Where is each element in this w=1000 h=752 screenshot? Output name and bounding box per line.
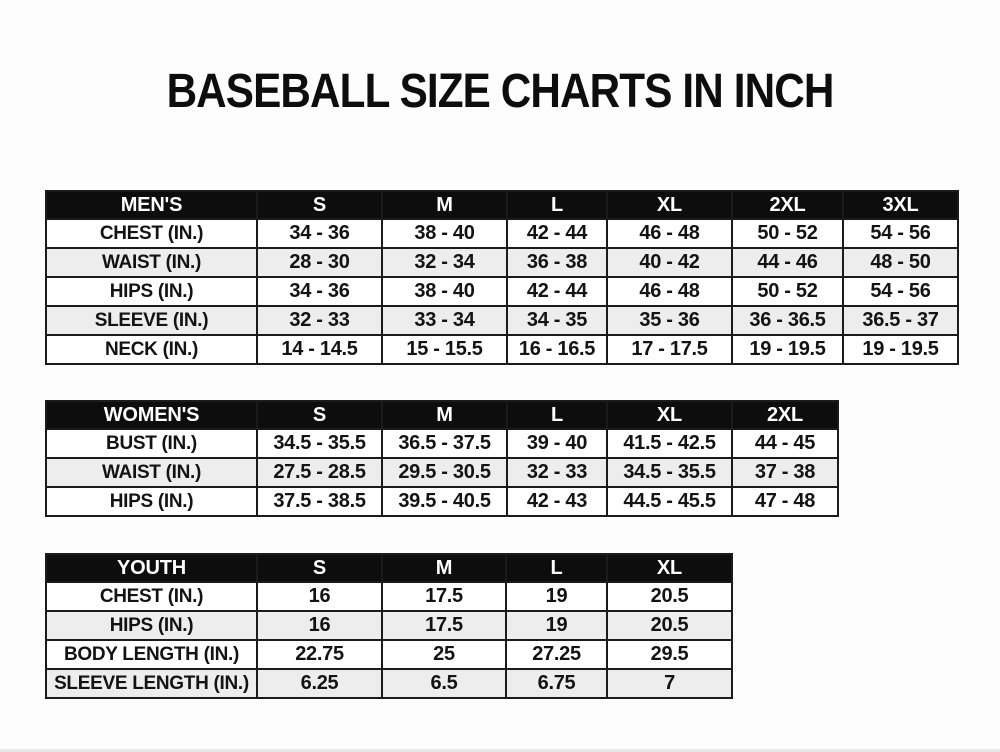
size-value-cell: 27.5 - 28.5 xyxy=(257,458,382,487)
size-value-cell: 36.5 - 37 xyxy=(843,306,958,335)
measurement-row-label: WAIST (IN.) xyxy=(46,248,257,277)
size-value-cell: 34.5 - 35.5 xyxy=(257,429,382,458)
size-column-header: 2XL xyxy=(732,401,838,429)
size-value-cell: 32 - 34 xyxy=(382,248,507,277)
size-value-cell: 7 xyxy=(607,669,732,698)
size-value-cell: 37 - 38 xyxy=(732,458,838,487)
header-row xyxy=(46,401,838,429)
size-value-cell: 29.5 - 30.5 xyxy=(382,458,507,487)
table-row xyxy=(46,429,838,458)
group-header-cell: YOUTH xyxy=(46,554,257,582)
size-column-header: M xyxy=(382,191,507,219)
table-row xyxy=(46,640,732,669)
page-title: BASEBALL SIZE CHARTS IN INCH xyxy=(166,65,834,118)
size-column-header: S xyxy=(257,191,382,219)
table-row xyxy=(46,487,838,516)
size-value-cell: 20.5 xyxy=(607,582,732,611)
size-value-cell: 25 xyxy=(382,640,506,669)
size-column-header: S xyxy=(257,554,382,582)
size-value-cell: 6.5 xyxy=(382,669,506,698)
size-value-cell: 22.75 xyxy=(257,640,382,669)
size-value-cell: 17.5 xyxy=(382,582,506,611)
size-value-cell: 46 - 48 xyxy=(607,277,732,306)
header-row xyxy=(46,191,958,219)
table-row xyxy=(46,219,958,248)
size-value-cell: 39 - 40 xyxy=(507,429,607,458)
measurement-row-label: NECK (IN.) xyxy=(46,335,257,364)
size-value-cell: 19 - 19.5 xyxy=(843,335,958,364)
measurement-row-label: CHEST (IN.) xyxy=(46,582,257,611)
womens-size-table xyxy=(45,400,839,517)
size-value-cell: 44.5 - 45.5 xyxy=(607,487,732,516)
size-value-cell: 48 - 50 xyxy=(843,248,958,277)
size-value-cell: 6.75 xyxy=(506,669,607,698)
measurement-row-label: WAIST (IN.) xyxy=(46,458,257,487)
size-value-cell: 40 - 42 xyxy=(607,248,732,277)
size-value-cell: 50 - 52 xyxy=(732,277,843,306)
size-value-cell: 39.5 - 40.5 xyxy=(382,487,507,516)
table-row xyxy=(46,611,732,640)
size-value-cell: 35 - 36 xyxy=(607,306,732,335)
size-value-cell: 34 - 36 xyxy=(257,219,382,248)
size-value-cell: 36.5 - 37.5 xyxy=(382,429,507,458)
size-value-cell: 29.5 xyxy=(607,640,732,669)
size-value-cell: 6.25 xyxy=(257,669,382,698)
size-column-header: L xyxy=(506,554,607,582)
size-column-header: M xyxy=(382,554,506,582)
size-value-cell: 19 xyxy=(506,582,607,611)
measurement-row-label: BODY LENGTH (IN.) xyxy=(46,640,257,669)
size-value-cell: 42 - 43 xyxy=(507,487,607,516)
table-row xyxy=(46,306,958,335)
size-value-cell: 47 - 48 xyxy=(732,487,838,516)
measurement-row-label: SLEEVE LENGTH (IN.) xyxy=(46,669,257,698)
size-value-cell: 38 - 40 xyxy=(382,277,507,306)
measurement-row-label: SLEEVE (IN.) xyxy=(46,306,257,335)
measurement-row-label: BUST (IN.) xyxy=(46,429,257,458)
measurement-row-label: CHEST (IN.) xyxy=(46,219,257,248)
header-row xyxy=(46,554,732,582)
size-value-cell: 32 - 33 xyxy=(507,458,607,487)
size-value-cell: 33 - 34 xyxy=(382,306,507,335)
size-value-cell: 34 - 36 xyxy=(257,277,382,306)
size-value-cell: 54 - 56 xyxy=(843,219,958,248)
size-value-cell: 34 - 35 xyxy=(507,306,607,335)
group-header-cell: MEN'S xyxy=(46,191,257,219)
size-value-cell: 46 - 48 xyxy=(607,219,732,248)
youth-size-table xyxy=(45,553,733,699)
size-value-cell: 19 - 19.5 xyxy=(732,335,843,364)
size-value-cell: 16 - 16.5 xyxy=(507,335,607,364)
size-value-cell: 34.5 - 35.5 xyxy=(607,458,732,487)
measurement-row-label: HIPS (IN.) xyxy=(46,487,257,516)
size-value-cell: 37.5 - 38.5 xyxy=(257,487,382,516)
size-column-header: XL xyxy=(607,191,732,219)
size-value-cell: 54 - 56 xyxy=(843,277,958,306)
size-value-cell: 44 - 46 xyxy=(732,248,843,277)
size-value-cell: 42 - 44 xyxy=(507,219,607,248)
size-column-header: S xyxy=(257,401,382,429)
table-row xyxy=(46,458,838,487)
size-value-cell: 17.5 xyxy=(382,611,506,640)
size-value-cell: 36 - 36.5 xyxy=(732,306,843,335)
size-column-header: 2XL xyxy=(732,191,843,219)
measurement-row-label: HIPS (IN.) xyxy=(46,277,257,306)
size-column-header: L xyxy=(507,191,607,219)
table-row xyxy=(46,248,958,277)
size-column-header: L xyxy=(507,401,607,429)
table-row xyxy=(46,277,958,306)
size-column-header: M xyxy=(382,401,507,429)
measurement-row-label: HIPS (IN.) xyxy=(46,611,257,640)
size-column-header: XL xyxy=(607,554,732,582)
size-column-header: XL xyxy=(607,401,732,429)
size-value-cell: 38 - 40 xyxy=(382,219,507,248)
size-value-cell: 15 - 15.5 xyxy=(382,335,507,364)
size-value-cell: 16 xyxy=(257,611,382,640)
size-value-cell: 42 - 44 xyxy=(507,277,607,306)
size-value-cell: 17 - 17.5 xyxy=(607,335,732,364)
size-value-cell: 20.5 xyxy=(607,611,732,640)
group-header-cell: WOMEN'S xyxy=(46,401,257,429)
table-row xyxy=(46,669,732,698)
size-value-cell: 19 xyxy=(506,611,607,640)
size-value-cell: 41.5 - 42.5 xyxy=(607,429,732,458)
size-value-cell: 28 - 30 xyxy=(257,248,382,277)
size-value-cell: 44 - 45 xyxy=(732,429,838,458)
size-value-cell: 50 - 52 xyxy=(732,219,843,248)
size-value-cell: 16 xyxy=(257,582,382,611)
size-column-header: 3XL xyxy=(843,191,958,219)
mens-size-table xyxy=(45,190,959,365)
table-row xyxy=(46,335,958,364)
size-value-cell: 27.25 xyxy=(506,640,607,669)
size-value-cell: 14 - 14.5 xyxy=(257,335,382,364)
size-value-cell: 36 - 38 xyxy=(507,248,607,277)
size-value-cell: 32 - 33 xyxy=(257,306,382,335)
table-row xyxy=(46,582,732,611)
